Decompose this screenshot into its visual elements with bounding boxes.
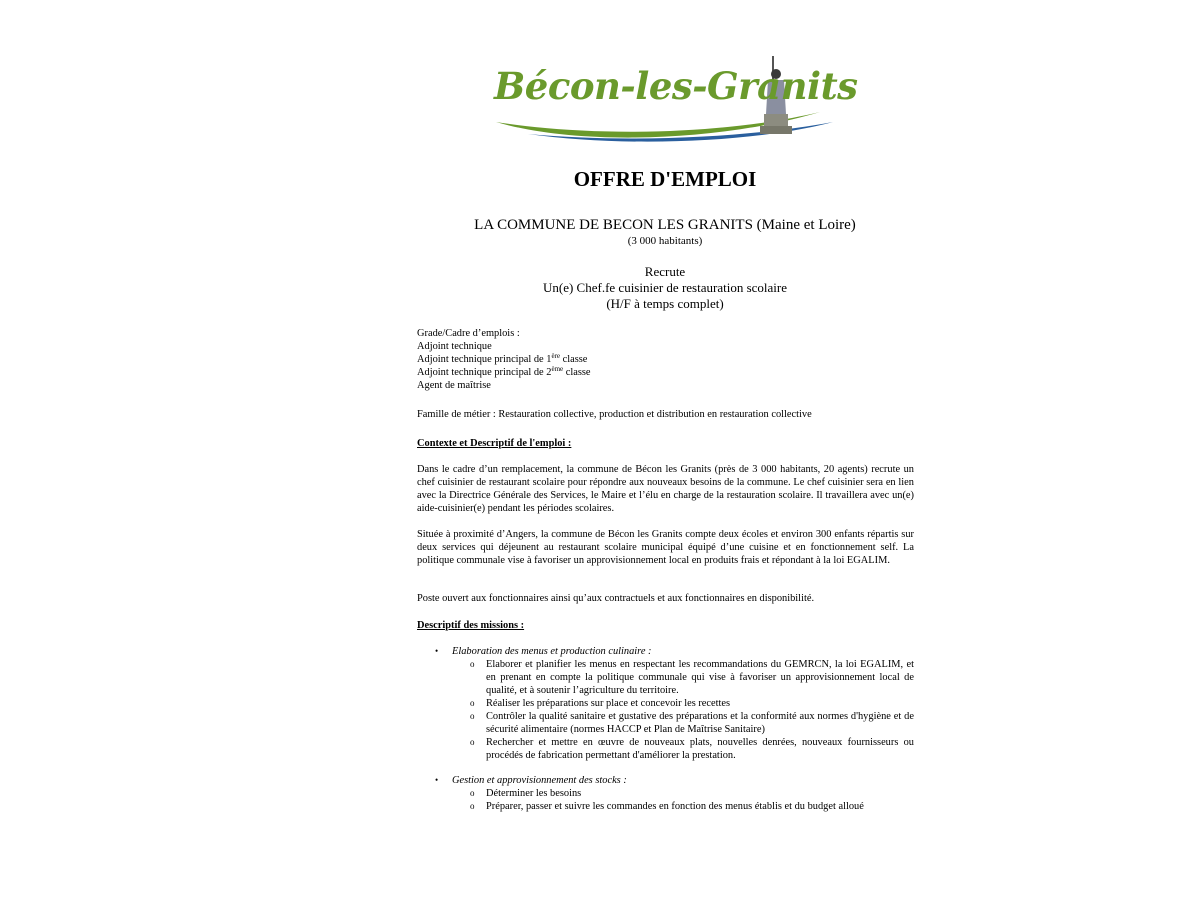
list-item-text: Contrôler la qualité sanitaire et gustative des préparations et la conformité aux normes d'hygiène et de sécurité alimentaire (normes HACCP et Plan de Maîtrise Sanitaire) xyxy=(486,711,914,735)
commune-logo xyxy=(488,50,858,145)
missions-heading: Descriptif des missions : xyxy=(417,620,525,631)
circle-bullet-icon: o xyxy=(470,801,475,811)
famille-text: Famille de métier : Restauration collective, production et distribution en restauration collective xyxy=(417,409,812,420)
circle-bullet-icon: o xyxy=(470,788,475,798)
grade-item: Adjoint technique principal de 2ème classe xyxy=(417,365,591,378)
circle-bullet-icon: o xyxy=(470,711,475,721)
mission-section-label: Elaboration des menus et production culinaire : xyxy=(452,646,652,657)
bullet-icon: • xyxy=(435,775,439,785)
page-title: OFFRE D'EMPLOI xyxy=(573,167,757,191)
logo-wordmark xyxy=(494,64,858,108)
contexte-paragraph: Située à proximité d’Angers, la commune de Bécon les Granits compte deux écoles et environ 300 enfants répartis sur deux services qui déjeunent au restaurant scolaire municipal équipé d’une cuisine et en fonctionnement self. La politique communale vise à favoriser un approvisionnement local en produits frais et répondant à la loi EGALIM. xyxy=(417,529,914,566)
list-item-text: Réaliser les préparations sur place et concevoir les recettes xyxy=(486,698,731,709)
poste-title: Un(e) Chef.fe cuisinier de restauration scolaire xyxy=(542,280,787,295)
circle-bullet-icon: o xyxy=(470,659,475,669)
grade-label: Grade/Cadre d’emplois : xyxy=(417,328,520,339)
bullet-icon: • xyxy=(435,646,439,656)
grade-item: Agent de maîtrise xyxy=(417,380,491,391)
contexte-heading: Contexte et Descriptif de l'emploi : xyxy=(417,438,572,449)
habitants-text: (3 000 habitants) xyxy=(627,235,703,247)
grade-item: Adjoint technique xyxy=(417,341,492,352)
contexte-paragraph: Dans le cadre d’un remplacement, la commune de Bécon les Granits (près de 3 000 habitants, 20 agents) recrute un chef cuisinier de restaurant scolaire pour répondre aux nouveaux besoins de la commune. Le chef cuisinier sera en lien avec la Directrice Générale des Services, le Maire et l’élu en charge de la restauration scolaire. Il travaillera avec un(e) aide-cuisinier(e) pendant les périodes scolaires. xyxy=(417,464,914,514)
list-item-text: Préparer, passer et suivre les commandes en fonction des menus établis et du budget alloué xyxy=(486,801,864,812)
circle-bullet-icon: o xyxy=(470,698,475,708)
circle-bullet-icon: o xyxy=(470,737,475,747)
contexte-paragraph: Poste ouvert aux fonctionnaires ainsi qu’aux contractuels et aux fonctionnaires en disponibilité. xyxy=(417,593,815,604)
list-item-text: Déterminer les besoins xyxy=(486,788,582,799)
recrute-text: Recrute xyxy=(644,264,686,279)
mission-section-label: Gestion et approvisionnement des stocks : xyxy=(452,775,627,786)
grade-item: Adjoint technique principal de 1ère classe xyxy=(417,352,588,365)
list-item-text: Elaborer et planifier les menus en respectant les recommandations du GEMRCN, la loi EGALIM, et en prenant en compte la politique communale qui vise à favoriser un approvisionnement local de qualité, et à soutenir l’agriculture du territoire. xyxy=(486,659,914,696)
logo-wordmark-text: Bécon-les-Granits xyxy=(494,64,858,108)
temps-text: (H/F à temps complet) xyxy=(606,296,724,311)
commune-heading: LA COMMUNE DE BECON LES GRANITS (Maine et Loire) xyxy=(474,217,856,233)
list-item-text: Rechercher et mettre en œuvre de nouveaux plats, nouvelles denrées, nouveaux fournisseurs ou procédés de fabrication permettant d'améliorer la prestation. xyxy=(486,737,914,761)
grade-block xyxy=(417,327,914,392)
